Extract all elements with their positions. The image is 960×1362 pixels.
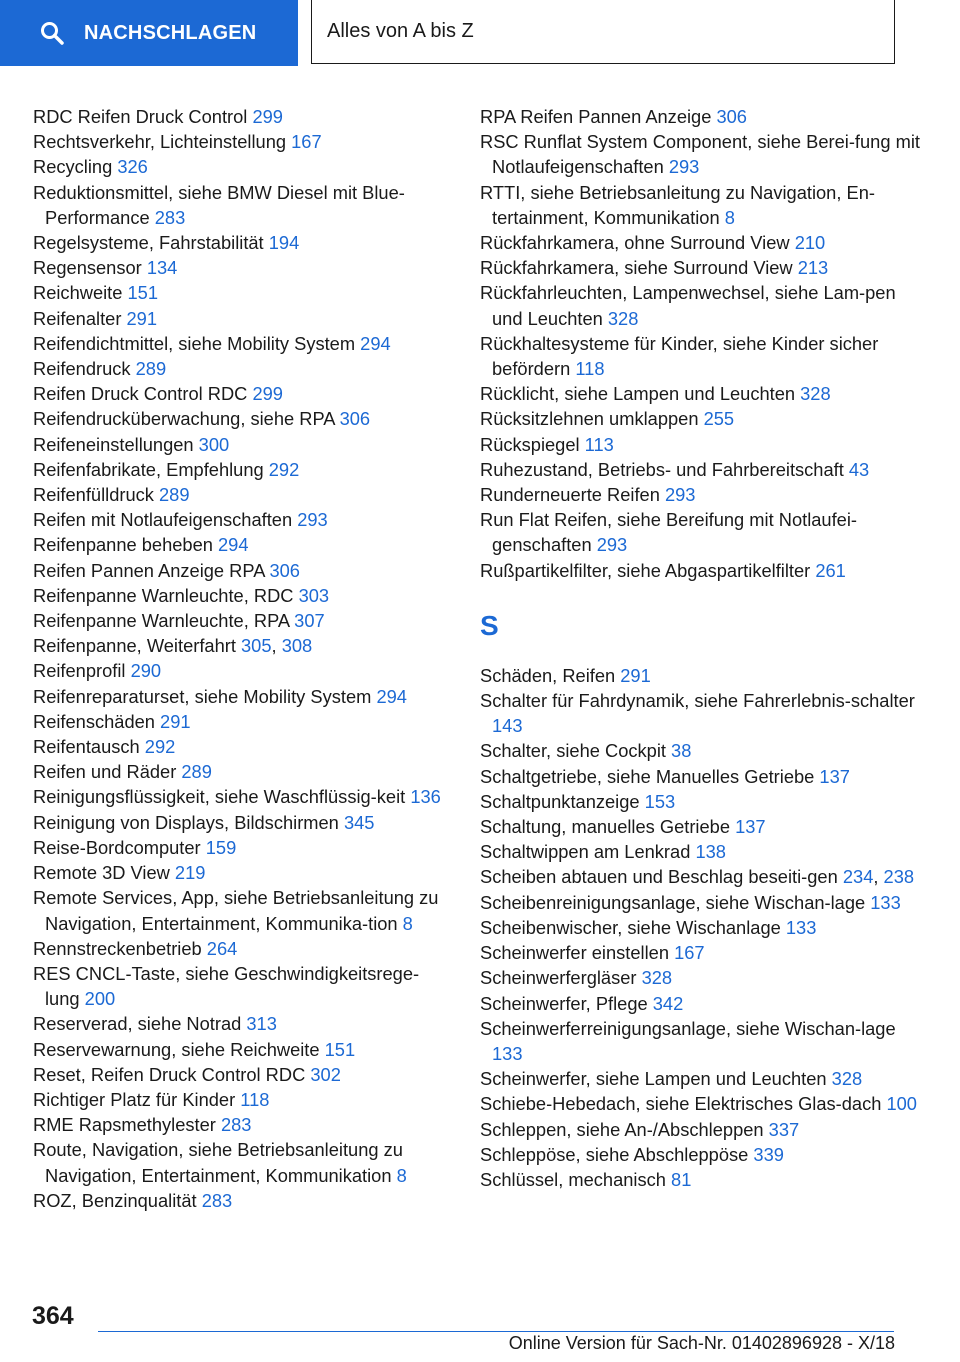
index-entry-text: Schleppen, siehe An-/Abschleppen	[480, 1118, 769, 1140]
index-entry	[33, 1188, 443, 1213]
index-entry-text: Schalter, siehe Cockpit	[480, 740, 672, 762]
index-entry	[33, 608, 443, 633]
index-entry-text: Route, Navigation, siehe Betriebsanleitung zu Navigation, Entertainment, Kommunikation	[33, 1139, 403, 1186]
page-reference-link[interactable]: 136	[410, 786, 441, 808]
index-entry	[480, 688, 920, 738]
index-entry	[480, 915, 920, 940]
index-entry-text: RSC Runflat System Component, siehe Berei-fung mit Notlaufeigenschaften	[480, 131, 920, 178]
index-entry-text: Schleppöse, siehe Abschleppöse	[480, 1143, 754, 1165]
index-entry-text: Reifen mit Notlaufeigenschaften	[33, 509, 298, 531]
index-entry	[33, 684, 443, 709]
index-entry	[33, 230, 443, 255]
index-entry	[480, 1016, 920, 1066]
index-entry	[33, 734, 443, 759]
index-entry	[33, 810, 443, 835]
index-entry-text: Scheinwerfer, siehe Lampen und Leuchten	[480, 1068, 832, 1090]
index-entry-text: Schlüssel, mechanisch	[480, 1168, 672, 1190]
footer-divider	[98, 1331, 894, 1332]
index-entry	[480, 991, 920, 1016]
index-entry-text: Regelsysteme, Fahrstabilität	[33, 232, 269, 254]
index-entry-text: Reifendruck	[33, 358, 136, 380]
index-entry	[480, 558, 920, 583]
page-reference-link[interactable]: 328	[800, 383, 831, 405]
index-entry-text: Rückhaltesysteme für Kinder, siehe Kinder sicher befördern	[480, 332, 879, 380]
index-entry	[33, 658, 443, 683]
index-entry-text: Run Flat Reifen, siehe Bereifung mit Notlaufei-genschaften	[480, 509, 857, 556]
index-entry-text: Reifenpanne Warnleuchte, RPA	[33, 610, 295, 632]
page-reference-link[interactable]: 238	[883, 866, 915, 888]
index-entry	[33, 507, 443, 532]
index-entry-text: Reise-Bordcomputer	[33, 836, 206, 858]
page-reference-link[interactable]: 255	[703, 408, 735, 430]
index-entry	[480, 890, 920, 915]
index-entry-text: Reifenpanne, Weiterfahrt	[33, 635, 241, 657]
page-reference-link[interactable]: 134	[146, 257, 178, 279]
index-entry-text: Reset, Reifen Druck Control RDC	[33, 1063, 311, 1085]
index-entry	[33, 860, 443, 885]
index-entry	[480, 129, 920, 179]
page-reference-link[interactable]: 328	[607, 307, 639, 329]
index-entry-text: Reservewarnung, siehe Reichweite	[33, 1038, 325, 1060]
index-entry-text: Schalter für Fahrdynamik, siehe Fahrerlebnis-schalter	[480, 690, 915, 712]
page-reference-link[interactable]: 133	[492, 1042, 523, 1064]
page-reference-link[interactable]: 8	[396, 1164, 407, 1186]
index-entry-text: Schaltgetriebe, siehe Manuelles Getriebe	[480, 765, 820, 787]
index-entry	[33, 784, 443, 809]
index-entry	[33, 583, 443, 608]
page-reference-link[interactable]: 306	[716, 106, 747, 127]
index-entry-text: Rechtsverkehr, Lichteinstellung	[33, 131, 292, 153]
index-entry-text: Rennstreckenbetrieb	[33, 937, 207, 959]
page-reference-link[interactable]: 293	[664, 484, 696, 506]
index-entry	[480, 965, 920, 990]
page-reference-link[interactable]: 292	[268, 458, 300, 480]
index-entry-text: Scheibenwischer, siehe Wischanlage	[480, 916, 786, 938]
index-entry-text: Reifen Pannen Anzeige RPA	[33, 559, 270, 581]
index-entry	[33, 532, 443, 557]
index-entry	[480, 1066, 920, 1091]
index-entry	[33, 1112, 443, 1137]
index-entry	[480, 764, 920, 789]
index-entry	[480, 230, 920, 255]
section-letter-s: S	[480, 609, 499, 641]
page-reference-link[interactable]: 345	[343, 811, 375, 833]
page-reference-link[interactable]: 289	[159, 484, 190, 506]
index-entry	[480, 839, 920, 864]
page-reference-link[interactable]: 293	[297, 509, 328, 531]
index-entry	[33, 1062, 443, 1087]
page-reference-link[interactable]: 143	[492, 715, 523, 737]
index-entry-text: Reifenreparaturset, siehe Mobility System	[33, 685, 377, 707]
index-entry	[33, 1137, 443, 1187]
index-entry	[33, 759, 443, 784]
page-reference-link[interactable]: 194	[268, 232, 300, 254]
index-entry	[480, 104, 920, 129]
index-entry	[33, 835, 443, 860]
index-entry-text: Reifendrucküberwachung, siehe RPA	[33, 408, 340, 430]
index-entry-text: Reifenfabrikate, Empfehlung	[33, 458, 269, 480]
index-entry-text: Reifenalter	[33, 307, 127, 329]
page-reference-link[interactable]: 283	[220, 1114, 252, 1136]
footer-text: Online Version für Sach-Nr. 01402896928 - X/18	[508, 1333, 895, 1353]
page-reference-link[interactable]: 291	[160, 710, 191, 732]
page-reference-link[interactable]: 118	[575, 358, 605, 380]
page-reference-link[interactable]: 300	[198, 433, 230, 455]
page-reference-link[interactable]: 133	[785, 916, 817, 938]
index-entry-text: Reserverad, siehe Notrad	[33, 1013, 247, 1035]
page-reference-link[interactable]: 293	[596, 534, 628, 556]
page-reference-link[interactable]: 306	[269, 559, 300, 581]
page-reference-link[interactable]: 294	[218, 534, 249, 556]
page-reference-link[interactable]: 303	[298, 584, 330, 606]
page-reference-link[interactable]: 291	[620, 664, 651, 686]
page-reference-link[interactable]: 306	[339, 408, 371, 430]
page-reference-link[interactable]: 290	[130, 660, 162, 682]
index-entry-text: Remote 3D View	[33, 862, 175, 884]
index-entry-text: Richtiger Platz für Kinder	[33, 1088, 241, 1110]
index-entry	[33, 885, 443, 935]
index-entry-text: Reifeneinstellungen	[33, 433, 199, 455]
index-entry	[33, 129, 443, 154]
page-reference-link[interactable]: 302	[310, 1063, 341, 1085]
index-entry	[480, 280, 920, 330]
index-entry-text: ROZ, Benzinqualität	[33, 1189, 202, 1211]
page-reference-link[interactable]: 167	[291, 131, 322, 153]
index-entry-text: Scheinwerfergläser	[480, 967, 642, 989]
index-entry	[480, 789, 920, 814]
index-entry-text: Reifenpanne beheben	[33, 534, 219, 556]
page-reference-link[interactable]: 292	[144, 736, 176, 758]
index-entry-text: Scheinwerfer, Pflege	[480, 992, 653, 1014]
index-entry	[33, 180, 443, 230]
page-reference-link[interactable]: 342	[652, 992, 684, 1014]
index-entry	[480, 255, 920, 280]
index-entry-text: RME Rapsmethylester	[33, 1114, 221, 1136]
index-entry-text: Reifenfülldruck	[33, 484, 159, 506]
section-subtitle-text: Alles von A bis Z	[327, 20, 474, 42]
page-reference-link[interactable]: 293	[668, 156, 700, 178]
page-reference-link[interactable]: 133	[870, 891, 901, 913]
index-entry	[33, 432, 443, 457]
index-entry-text: Ruhezustand, Betriebs- und Fahrbereitschaft	[480, 458, 849, 480]
page-number: 364	[32, 1302, 74, 1330]
index-entry-text: Remote Services, App, siehe Betriebsanleitung zu Navigation, Entertainment, Kommunika-tion	[33, 887, 439, 934]
page-reference-link[interactable]: 299	[252, 106, 283, 127]
page-reference-link[interactable]: 305	[241, 635, 272, 657]
index-entry	[480, 482, 920, 507]
page-reference-link[interactable]: 151	[324, 1038, 356, 1060]
index-entry	[480, 507, 920, 557]
index-entry	[480, 457, 920, 482]
page-reference-link[interactable]: 113	[584, 433, 614, 455]
index-entry-text: Reduktionsmittel, siehe BMW Diesel mit Blue-Performance	[33, 181, 405, 228]
index-entry-text: RTTI, siehe Betriebsanleitung zu Navigation, En-tertainment, Kommunikation	[480, 181, 875, 228]
page-reference-link[interactable]: 289	[181, 761, 212, 783]
page-reference-link[interactable]: 294	[360, 332, 391, 354]
page-ref-separator: ,	[271, 635, 282, 657]
page-ref-separator: ,	[873, 866, 884, 888]
index-entry	[480, 1091, 920, 1116]
page-reference-link[interactable]: 43	[848, 458, 870, 480]
page-reference-link[interactable]: 299	[252, 383, 283, 405]
index-entry	[33, 482, 443, 507]
page-reference-link[interactable]: 38	[671, 740, 692, 762]
section-subtitle	[311, 0, 895, 64]
index-entry	[33, 154, 443, 179]
index-entry	[480, 1142, 920, 1167]
index-entry-text: Reifentausch	[33, 736, 145, 758]
index-entry	[480, 940, 920, 965]
page-reference-link[interactable]: 328	[641, 967, 673, 989]
index-entry	[480, 331, 920, 381]
index-entry-text: Reifenschäden	[33, 710, 161, 732]
page-reference-link[interactable]: 137	[819, 765, 850, 787]
index-entry	[33, 457, 443, 482]
index-entry	[480, 738, 920, 763]
index-entry	[33, 936, 443, 961]
index-entry	[33, 280, 443, 305]
page-reference-link[interactable]: 234	[842, 866, 874, 888]
index-entry-text: Scheinwerferreinigungsanlage, siehe Wischan-lage	[480, 1017, 896, 1039]
index-entry-text: Schiebe-Hebedach, siehe Elektrisches Glas-dach	[480, 1093, 887, 1115]
index-entry-text: RDC Reifen Druck Control	[33, 106, 253, 127]
index-entry-text: Scheibenreinigungsanlage, siehe Wischan-lage	[480, 891, 871, 913]
page-reference-link[interactable]: 153	[644, 790, 676, 812]
index-entry	[480, 406, 920, 431]
index-entry	[33, 381, 443, 406]
index-entry-text: Reichweite	[33, 282, 128, 304]
index-entry-text: Reinigungsflüssigkeit, siehe Waschflüssig-keit	[33, 786, 411, 808]
index-entry	[33, 356, 443, 381]
page-reference-link[interactable]: 307	[294, 610, 325, 632]
nachschlagen-tab[interactable]	[0, 0, 298, 66]
index-entry-text: Rücklicht, siehe Lampen und Leuchten	[480, 383, 801, 405]
search-icon	[40, 21, 64, 45]
index-entry-text: Runderneuerte Reifen	[480, 484, 665, 506]
nachschlagen-label: NACHSCHLAGEN	[84, 21, 257, 44]
index-entry	[33, 1037, 443, 1062]
page-reference-link[interactable]: 283	[154, 206, 186, 228]
page-reference-link[interactable]: 313	[246, 1013, 277, 1035]
index-entry	[33, 331, 443, 356]
page-reference-link[interactable]: 213	[797, 257, 829, 279]
header	[0, 0, 960, 66]
index-entry	[480, 663, 920, 688]
index-entry-text: Reifenprofil	[33, 660, 131, 682]
page-reference-link[interactable]: 337	[768, 1118, 800, 1140]
index-entry	[480, 1117, 920, 1142]
index-entry	[480, 180, 920, 230]
index-column-left	[33, 104, 443, 1213]
page-reference-link[interactable]: 219	[174, 862, 206, 884]
page-reference-link[interactable]: 167	[674, 942, 705, 964]
index-column-right	[480, 104, 920, 1192]
index-entry-text: Regensensor	[33, 257, 147, 279]
page-reference-link[interactable]: 291	[126, 307, 158, 329]
index-entry-text: Rückspiegel	[480, 433, 585, 455]
index-entry-text: Scheiben abtauen und Beschlag beseiti-gen	[480, 866, 843, 888]
page-reference-link[interactable]: 308	[281, 635, 313, 657]
index-entry	[33, 104, 443, 129]
page-reference-link[interactable]: 118	[240, 1088, 270, 1110]
index-entry	[33, 1087, 443, 1112]
page-reference-link[interactable]: 339	[753, 1143, 784, 1165]
index-entry-text: Schaltwippen am Lenkrad	[480, 841, 696, 863]
index-entry-text: Rückfahrleuchten, Lampenwechsel, siehe Lam-pen und Leuchten	[480, 282, 896, 329]
index-entry	[33, 633, 443, 658]
page-reference-link[interactable]: 328	[831, 1068, 863, 1090]
index-entry-text: Reifen und Räder	[33, 761, 182, 783]
page-reference-link[interactable]: 210	[794, 232, 826, 254]
page-reference-link[interactable]: 261	[815, 559, 846, 581]
page-reference-link[interactable]: 138	[695, 841, 726, 863]
index-entry	[33, 1011, 443, 1036]
page-reference-link[interactable]: 294	[376, 685, 407, 707]
page-reference-link[interactable]: 264	[206, 937, 238, 959]
index-entry-text: Rückfahrkamera, ohne Surround View	[480, 232, 795, 254]
index-entry-text: Recycling	[33, 156, 118, 178]
page-reference-link[interactable]: 151	[127, 282, 159, 304]
page-reference-link[interactable]: 8	[724, 206, 735, 228]
page-reference-link[interactable]: 159	[205, 836, 237, 858]
index-entry-text: Reifendichtmittel, siehe Mobility System	[33, 332, 361, 354]
index-entry	[480, 864, 920, 889]
index-entry-text: Rücksitzlehnen umklappen	[480, 408, 704, 430]
index-group-r	[480, 104, 920, 583]
index-entry-text: Schaltpunktanzeige	[480, 790, 645, 812]
page-reference-link[interactable]: 100	[886, 1093, 917, 1115]
page-reference-link[interactable]: 283	[201, 1189, 233, 1211]
index-entry	[480, 814, 920, 839]
index-entry	[33, 558, 443, 583]
index-entry	[33, 306, 443, 331]
index-entry	[480, 381, 920, 406]
page-reference-link[interactable]: 289	[135, 358, 167, 380]
index-entry-text: Reinigung von Displays, Bildschirmen	[33, 811, 344, 833]
index-entry-text: Rußpartikelfilter, siehe Abgaspartikelfilter	[480, 559, 816, 581]
index-entry	[33, 961, 443, 1011]
index-entry	[480, 1167, 920, 1192]
index-group-s	[480, 663, 920, 1192]
index-entry-text: RES CNCL-Taste, siehe Geschwindigkeitsrege-lung	[33, 962, 420, 1010]
index-entry-text: Scheinwerfer einstellen	[480, 942, 675, 964]
page-reference-link[interactable]: 200	[84, 988, 116, 1010]
page-reference-link[interactable]: 137	[735, 816, 766, 838]
page-reference-link[interactable]: 81	[671, 1168, 692, 1190]
index-entry-text: Reifenpanne Warnleuchte, RDC	[33, 584, 299, 606]
index-entry	[33, 709, 443, 734]
index-entry-text: Schäden, Reifen	[480, 664, 621, 686]
index-entry-text: Rückfahrkamera, siehe Surround View	[480, 257, 798, 279]
index-entry-text: Schaltung, manuelles Getriebe	[480, 816, 736, 838]
index-entry	[480, 432, 920, 457]
index-entry-text: RPA Reifen Pannen Anzeige	[480, 106, 717, 127]
page-reference-link[interactable]: 8	[402, 912, 413, 934]
index-entry	[33, 255, 443, 280]
index-entry-text: Reifen Druck Control RDC	[33, 383, 253, 405]
index-entry	[33, 406, 443, 431]
page-reference-link[interactable]: 326	[117, 156, 148, 178]
